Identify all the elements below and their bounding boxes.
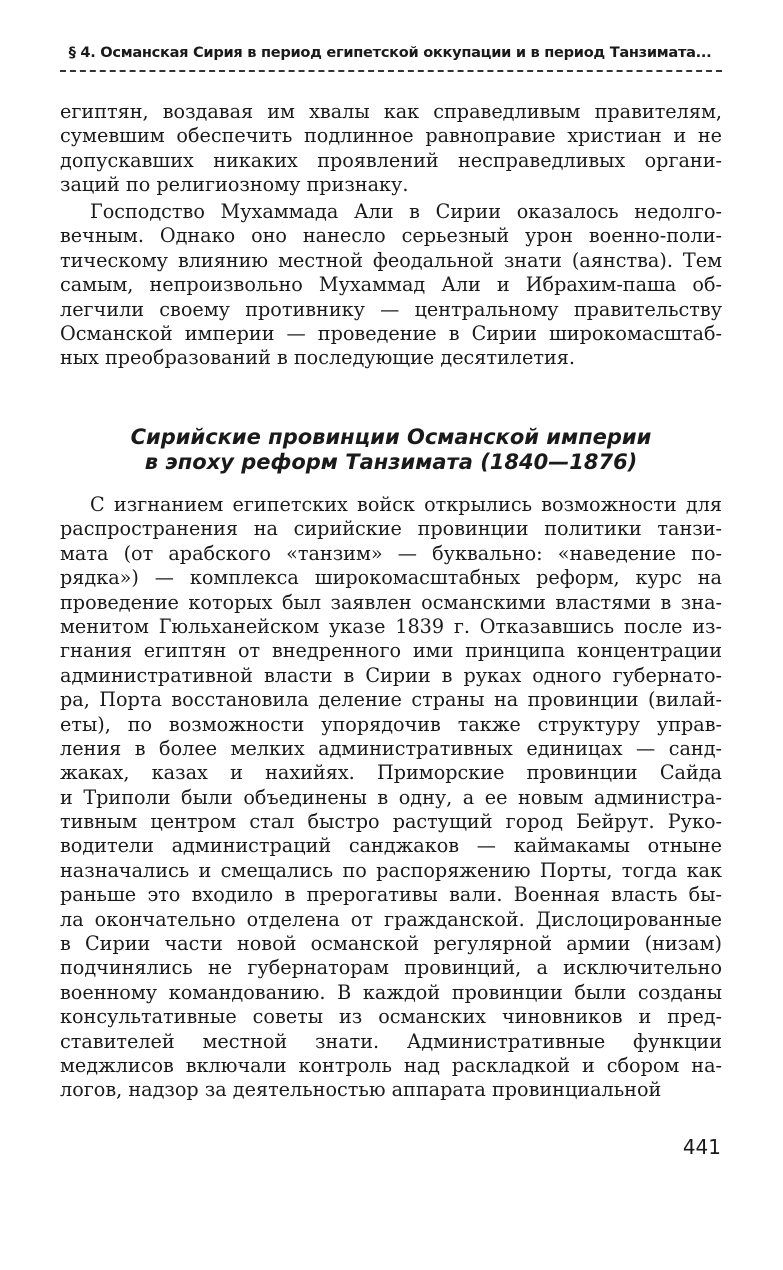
text-line: мата (от арабского «танзим» — буквально: «наведение по- [60, 541, 722, 565]
text-line: логов, надзор за деятельностью аппарата провинциальной [60, 1078, 662, 1102]
running-head: § 4. Османская Сирия в период египетской оккупации и в период Танзимата... [68, 44, 712, 61]
text-line: вечным. Однако оно нанесло серьезный урон военно-поли- [60, 224, 722, 248]
text-line: тивным центром стал быстро растущий город Бейрут. Руко- [60, 810, 722, 834]
page-number: 441 [682, 1135, 721, 1159]
text-line: ставителей местной знати. Административные функции [60, 1029, 722, 1053]
text-line: ных преобразований в последующие десятилетия. [60, 346, 575, 370]
text-line: ления в более мелких административных единицах — санд- [60, 736, 722, 760]
text-line: легчили своему противнику — центральному правительству [60, 297, 722, 321]
text-line: меджлисов включали контроль над раскладкой и сбором на- [60, 1053, 722, 1077]
text-line: еты), по возможности упорядочив также структуру управ- [60, 712, 722, 736]
text-line: ла окончательно отделена от гражданской. Дислоцированные [60, 907, 722, 931]
paragraph-2 [60, 200, 722, 371]
text-line: проведение которых был заявлен османскими властями в зна- [60, 590, 722, 614]
text-line: заций по религиозному признаку. [60, 173, 409, 197]
text-line: С изгнанием египетских войск открылись возможности для [90, 493, 722, 516]
text-line: и Триполи были объединены в одну, а ее новым администра- [60, 785, 722, 809]
text-line: в Сирии части новой османской регулярной армии (низам) [60, 932, 722, 956]
text-line: распространения на сирийские провинции политики танзи- [60, 517, 722, 541]
text-line: назначались и смещались по распоряжению Порты, тогда как [60, 858, 722, 882]
text-line: подчинялись не губернаторам провинций, а исключительно [60, 956, 722, 980]
text-line: Османской империи — проведение в Сирии широкомасштаб- [60, 321, 722, 345]
text-line: рядка») — комплекса широкомасштабных реформ, курс на [60, 566, 722, 590]
text-line: допускавших никаких проявлений несправедливых органи- [60, 148, 722, 172]
text-line: сумевшим обеспечить подлинное равноправие христиан и не [60, 124, 722, 148]
text-line: менитом Гюльханейском указе 1839 г. Отказавшись после из- [60, 614, 722, 638]
text-line: гнания египтян от внедренного ими принципа концентрации [60, 639, 722, 663]
header-rule [60, 70, 722, 72]
text-line: жаках, казах и нахийях. Приморские провинции Сайда [60, 761, 722, 785]
text-line: консультативные советы из османских чиновников и пред- [60, 1005, 722, 1029]
text-line: египтян, воздавая им хвалы как справедливым правителям, [60, 100, 722, 123]
section-title [60, 425, 722, 475]
text-line: ра, Порта восстановила деление страны на провинции (вилай- [60, 688, 722, 712]
section-title-line: Сирийские провинции Османской империи [130, 425, 652, 449]
text-line: тическому влиянию местной феодальной знати (аянства). Тем [60, 248, 722, 272]
text-line: Господство Мухаммада Али в Сирии оказалось недолго- [90, 200, 722, 223]
section-title-line: в эпоху реформ Танзимата (1840—1876) [144, 450, 638, 474]
text-line: военному командованию. В каждой провинции были созданы [60, 980, 722, 1004]
text-line: самым, непроизвольно Мухаммад Али и Ибрахим-паша об- [60, 273, 722, 297]
text-line: раньше это входило в прерогативы вали. Военная власть бы- [60, 883, 722, 907]
paragraph-1 [60, 100, 722, 198]
text-line: водители администраций санджаков — каймакамы отныне [60, 834, 722, 858]
paragraph-3 [60, 493, 722, 1103]
text-line: административной власти в Сирии в руках одного губернато- [60, 663, 722, 687]
